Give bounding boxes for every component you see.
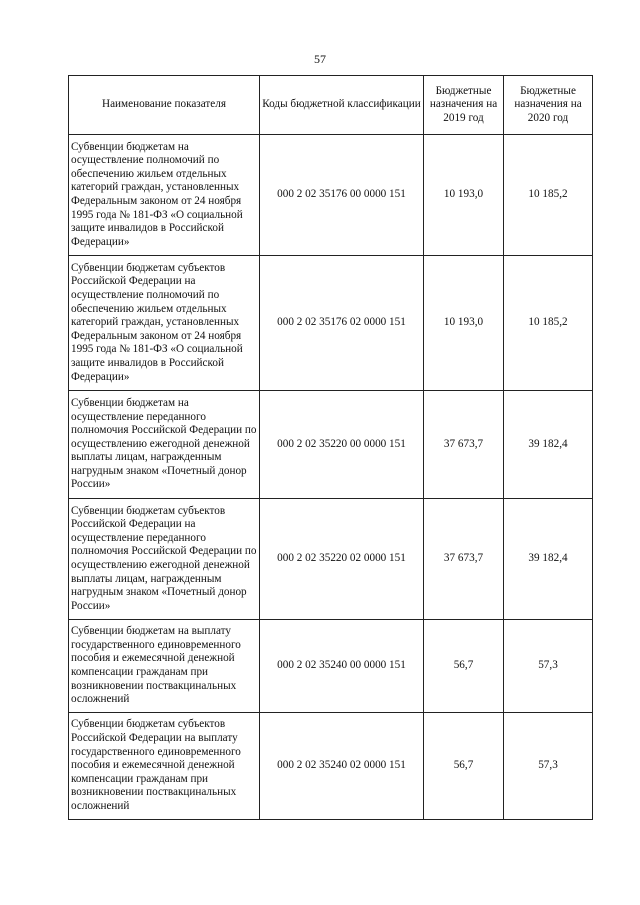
indicator-name: Субвенции бюджетам на осуществление переданного полномочия Российской Федерации по осуществлению ежегодной денежной выплаты лицам, награжденным нагрудным знаком «Почетный донор России»: [69, 391, 260, 499]
table-row: [69, 620, 593, 713]
amount-2019: 37 673,7: [424, 499, 504, 620]
table-row: [69, 256, 593, 391]
amount-2020: 57,3: [504, 713, 593, 820]
table-row: [69, 135, 593, 256]
budget-code: 000 2 02 35176 00 0000 151: [260, 135, 424, 256]
amount-2019: 10 193,0: [424, 135, 504, 256]
indicator-name: Субвенции бюджетам на выплату государственного единовременного пособия и ежемесячной денежной компенсации гражданам при возникновении поствакцинальных осложнений: [69, 620, 260, 713]
amount-2020: 39 182,4: [504, 499, 593, 620]
budget-code: 000 2 02 35220 02 0000 151: [260, 499, 424, 620]
page-number: 57: [314, 52, 326, 66]
budget-code: 000 2 02 35176 02 0000 151: [260, 256, 424, 391]
amount-2019: 56,7: [424, 620, 504, 713]
indicator-name: Субвенции бюджетам субъектов Российской Федерации на осуществление переданного полномочия Российской Федерации по осуществлению ежегодной денежной выплаты лицам, награжденным нагрудным знаком «Почетный донор России»: [69, 499, 260, 620]
indicator-name: Субвенции бюджетам субъектов Российской Федерации на выплату государственного единовременного пособия и ежемесячной денежной компенсации гражданам при возникновении поствакцинальных осложнений: [69, 713, 260, 820]
amount-2020: 10 185,2: [504, 256, 593, 391]
budget-table: [68, 75, 593, 820]
amount-2020: 10 185,2: [504, 135, 593, 256]
indicator-name: Субвенции бюджетам субъектов Российской Федерации на осуществление полномочий по обеспечению жильем отдельных категорий граждан, установленных Федеральным законом от 24 ноября 1995 года № 181-ФЗ «О социальной защите инвалидов в Российской Федерации»: [69, 256, 260, 391]
header-budget-2019: Бюджетные назначения на 2019 год: [424, 76, 504, 135]
table-row: [69, 391, 593, 499]
amount-2019: 10 193,0: [424, 256, 504, 391]
header-budget-code: Коды бюджетной классификации: [260, 76, 424, 135]
indicator-name: Субвенции бюджетам на осуществление полномочий по обеспечению жильем отдельных категорий граждан, установленных Федеральным законом от 24 ноября 1995 года № 181-ФЗ «О социальной защите инвалидов в Российской Федерации»: [69, 135, 260, 256]
budget-code: 000 2 02 35220 00 0000 151: [260, 391, 424, 499]
budget-code: 000 2 02 35240 02 0000 151: [260, 713, 424, 820]
header-indicator-name: Наименование показателя: [69, 76, 260, 135]
table-row: [69, 499, 593, 620]
table-row: [69, 713, 593, 820]
amount-2020: 39 182,4: [504, 391, 593, 499]
amount-2019: 37 673,7: [424, 391, 504, 499]
amount-2020: 57,3: [504, 620, 593, 713]
amount-2019: 56,7: [424, 713, 504, 820]
budget-code: 000 2 02 35240 00 0000 151: [260, 620, 424, 713]
header-budget-2020: Бюджетные назначения на 2020 год: [504, 76, 593, 135]
table-header-row: [69, 76, 593, 135]
